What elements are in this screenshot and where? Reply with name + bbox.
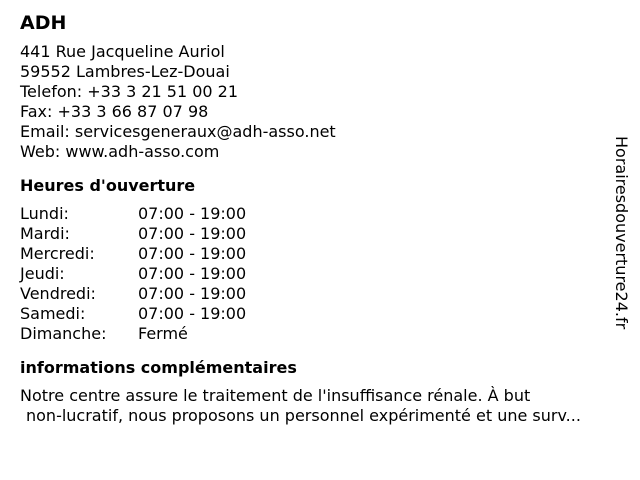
business-name: ADH <box>20 12 67 34</box>
hours-time: 07:00 - 19:00 <box>138 244 247 263</box>
phone-text: Telefon: +33 3 21 51 00 21 <box>20 82 239 101</box>
hours-row-wednesday <box>20 244 620 264</box>
hours-row-thursday <box>20 264 620 284</box>
hours-heading: Heures d'ouverture <box>20 176 196 195</box>
hours-day: Samedi: <box>20 304 86 323</box>
hours-time: 07:00 - 19:00 <box>138 304 247 323</box>
hours-time: Fermé <box>138 324 188 343</box>
hours-time: 07:00 - 19:00 <box>138 224 247 243</box>
site-watermark: Horairesdouverture24.fr <box>612 136 631 330</box>
hours-day: Vendredi: <box>20 284 96 303</box>
hours-row-monday <box>20 204 620 224</box>
hours-time: 07:00 - 19:00 <box>138 284 247 303</box>
hours-day: Dimanche: <box>20 324 107 343</box>
info-line-1: Notre centre assure le traitement de l'insuffisance rénale. À but <box>20 386 531 405</box>
email-text: Email: servicesgeneraux@adh-asso.net <box>20 122 336 141</box>
info-line-2: non-lucratif, nous proposons un personnel expérimenté et une surv... <box>26 406 581 425</box>
fax-text: Fax: +33 3 66 87 07 98 <box>20 102 209 121</box>
hours-table <box>20 204 620 344</box>
hours-row-friday <box>20 284 620 304</box>
address-line-1: 441 Rue Jacqueline Auriol <box>20 42 225 61</box>
hours-time: 07:00 - 19:00 <box>138 264 247 283</box>
hours-day: Mercredi: <box>20 244 95 263</box>
info-description <box>20 386 630 426</box>
info-heading: informations complémentaires <box>20 358 297 377</box>
hours-day: Jeudi: <box>20 264 65 283</box>
web-text: Web: www.adh-asso.com <box>20 142 220 161</box>
hours-row-sunday <box>20 324 620 344</box>
hours-row-tuesday <box>20 224 620 244</box>
hours-row-saturday <box>20 304 620 324</box>
hours-day: Mardi: <box>20 224 70 243</box>
business-card <box>20 12 620 426</box>
hours-day: Lundi: <box>20 204 69 223</box>
hours-time: 07:00 - 19:00 <box>138 204 247 223</box>
address-line-2: 59552 Lambres-Lez-Douai <box>20 62 230 81</box>
